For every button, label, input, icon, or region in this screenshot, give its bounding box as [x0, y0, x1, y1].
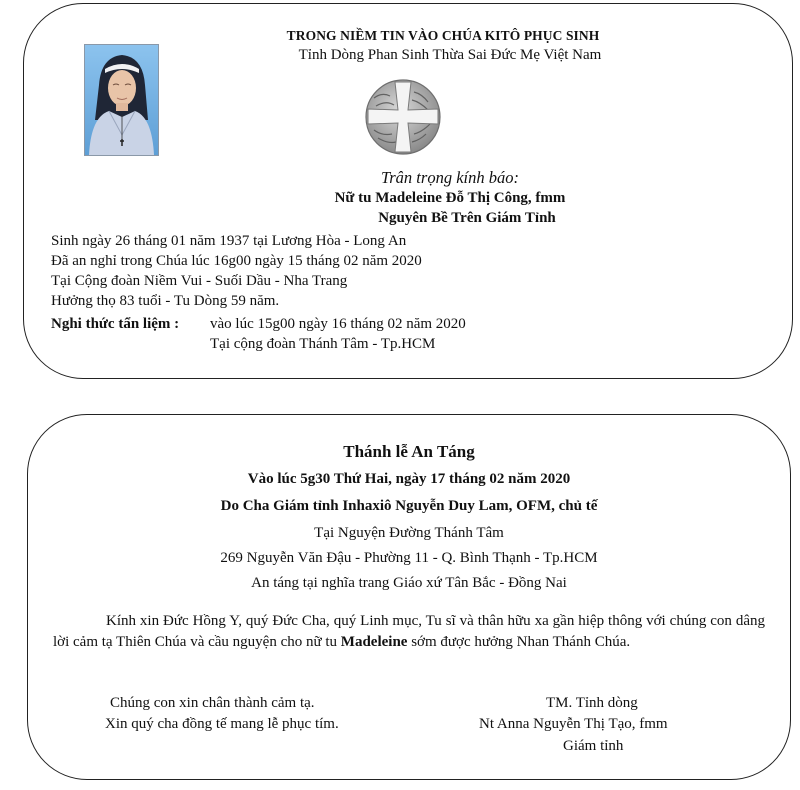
- rite-label: Nghi thức tẩn liệm :: [51, 316, 180, 332]
- death-info: Đã an nghỉ trong Chúa lúc 16g00 ngày 15 tháng 02 năm 2020: [51, 253, 422, 269]
- signature-name: Nt Anna Nguyễn Thị Tạo, fmm: [479, 716, 668, 732]
- rite-place: Tại cộng đoàn Thánh Tâm - Tp.HCM: [210, 336, 436, 352]
- thanks-line: Chúng con xin chân thành cảm tạ.: [110, 695, 315, 711]
- announcement-heading: Trân trọng kính báo:: [381, 168, 519, 187]
- mass-place: Tại Nguyện Đường Thánh Tâm: [314, 525, 504, 541]
- age-info: Hưởng thọ 83 tuổi - Tu Dòng 59 năm.: [51, 293, 280, 309]
- rite-time: vào lúc 15g00 ngày 16 tháng 02 năm 2020: [210, 316, 466, 332]
- vestment-note: Xin quý cha đồng tế mang lễ phục tím.: [105, 716, 339, 732]
- deceased-title: Nguyên Bề Trên Giám Tỉnh: [378, 210, 556, 226]
- funeral-mass-card: [27, 414, 791, 780]
- birth-info: Sinh ngày 26 tháng 01 năm 1937 tại Lương Hòa - Long An: [51, 233, 407, 249]
- mass-title: Thánh lễ An Táng: [343, 442, 475, 461]
- prayer-request-paragraph: [53, 611, 765, 653]
- request-text-start: Kính xin Đức Hồng Y, quý Đức Cha, quý Linh mục, Tu sĩ và thân hữu xa gần hiệp thông với chúng con dâng lời cảm tạ Thiên Chúa và cầu nguyện cho nữ tu: [53, 613, 765, 650]
- request-text-end: sớm được hưởng Nhan Thánh Chúa.: [407, 634, 631, 650]
- portrait-image: [85, 45, 158, 155]
- burial-place: An táng tại nghĩa trang Giáo xứ Tân Bắc - Đồng Nai: [251, 575, 567, 591]
- mass-address: 269 Nguyễn Văn Đậu - Phường 11 - Q. Bình Thạnh - Tp.HCM: [220, 550, 598, 566]
- obituary-card: [23, 3, 793, 379]
- mass-time: Vào lúc 5g30 Thứ Hai, ngày 17 tháng 02 năm 2020: [247, 471, 571, 487]
- death-place: Tại Cộng đoàn Niềm Vui - Suối Dầu - Nha Trang: [51, 273, 348, 289]
- portrait-photo: [84, 44, 159, 156]
- mass-celebrant: Do Cha Giám tỉnh Inhaxiô Nguyễn Duy Lam, OFM, chủ tế: [220, 498, 598, 514]
- request-name: Madeleine: [340, 634, 408, 650]
- header-subtitle: Tỉnh Dòng Phan Sinh Thừa Sai Đức Mẹ Việt Nam: [298, 47, 602, 63]
- signature-role: Giám tỉnh: [563, 738, 624, 754]
- signature-org: TM. Tỉnh dòng: [546, 695, 638, 711]
- cross-medallion-icon: [364, 78, 442, 156]
- deceased-name: Nữ tu Madeleine Đỗ Thị Công, fmm: [334, 190, 566, 206]
- header-title: TRONG NIỀM TIN VÀO CHÚA KITÔ PHỤC SINH: [286, 28, 600, 43]
